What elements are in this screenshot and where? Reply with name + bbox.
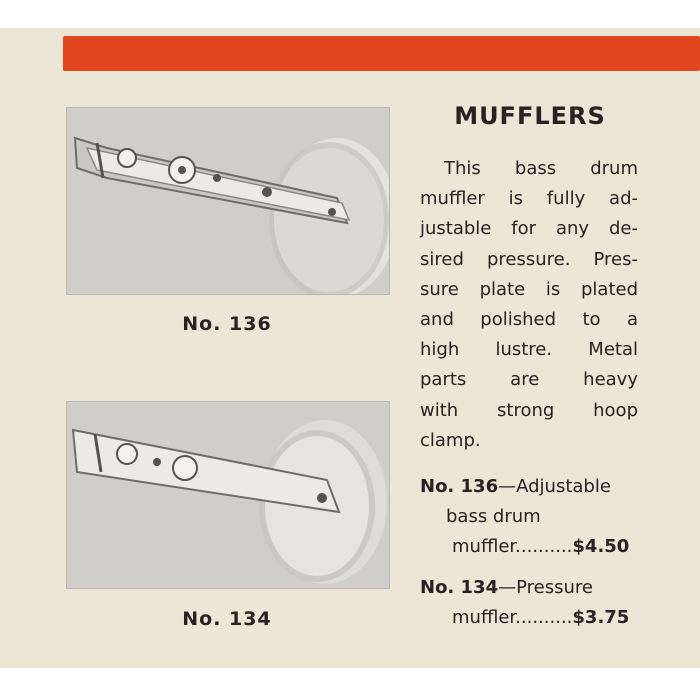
price-entry-136	[420, 472, 640, 563]
catalog-page	[0, 28, 700, 668]
description	[420, 154, 638, 456]
dot-leader: ..........	[515, 536, 573, 558]
muffler-136-photo	[66, 107, 390, 295]
description-line: justable for any de-	[420, 218, 638, 240]
product-number: No. 134	[420, 577, 499, 598]
section-title: MUFFLERS	[454, 102, 606, 130]
product-name: —Pressure	[498, 577, 593, 598]
caption-136: No. 136	[182, 313, 272, 335]
description-line: and polished to a	[420, 309, 638, 331]
red-header-bar	[63, 36, 700, 71]
price-entry-134	[420, 573, 640, 633]
product-name-end: muffler	[452, 536, 516, 558]
description-line: clamp.	[420, 429, 481, 451]
muffler-134-photo	[66, 401, 390, 589]
description-line: muffler is fully ad-	[420, 188, 638, 210]
description-line: sure plate is plated	[420, 278, 638, 300]
dot-leader: ..........	[515, 607, 573, 629]
product-name-end: muffler	[452, 607, 516, 629]
description-line: high lustre. Metal	[420, 339, 638, 361]
product-name-cont: bass drum	[446, 506, 541, 528]
product-name: —Adjustable	[498, 476, 611, 497]
description-line: parts are heavy	[420, 369, 638, 391]
product-number: No. 136	[420, 476, 499, 497]
description-line: This bass drum	[444, 158, 638, 179]
product-price: $4.50	[572, 536, 630, 558]
description-line: sired pressure. Pres-	[420, 248, 638, 270]
caption-134: No. 134	[182, 608, 272, 630]
product-price: $3.75	[572, 607, 630, 629]
description-line: with strong hoop	[420, 399, 638, 421]
